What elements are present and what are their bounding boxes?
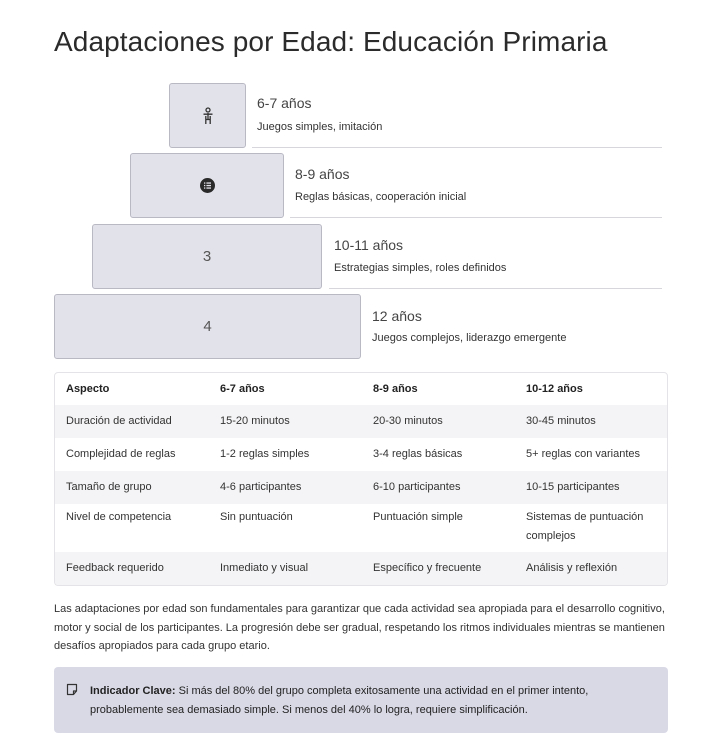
step-box-1 [169, 83, 246, 148]
step-box-2 [130, 153, 284, 218]
callout-label: Indicador Clave: [90, 685, 176, 697]
table-cell: 10-15 participantes [515, 471, 668, 504]
step-box-3 [92, 224, 322, 289]
table-cell: Sin puntuación [220, 511, 293, 523]
table-cell: Inmediato y visual [209, 552, 362, 585]
table-cell: Nivel de competencia [66, 511, 172, 523]
table-cell: 6-10 participantes [362, 471, 515, 504]
step-box-4 [54, 294, 361, 359]
step-desc: Juegos simples, imitación [257, 121, 383, 133]
step-info-3 [329, 224, 662, 289]
table-cell: 30-45 minutos [515, 405, 668, 438]
table-cell: 3-4 reglas básicas [373, 448, 463, 460]
table-row [55, 438, 668, 471]
table-cell: Puntuación simple [373, 511, 463, 523]
table-cell: Específico y frecuente [362, 552, 515, 585]
table-row [55, 471, 668, 504]
table-header-cell: 6-7 años [220, 383, 265, 395]
page-title: Adaptaciones por Edad: Educación Primaria [54, 26, 608, 57]
table-header-cell: Aspecto [66, 383, 110, 395]
table-cell: Sistemas de puntuación complejos [526, 511, 644, 542]
step-info-4 [367, 294, 662, 359]
list-circle-icon [200, 178, 215, 193]
note-icon [66, 683, 78, 696]
table-cell: 4-6 participantes [209, 471, 362, 504]
table-cell: Tamaño de grupo [55, 471, 209, 504]
table-cell: Análisis y reflexión [515, 552, 668, 585]
step-age: 10-11 años [334, 237, 404, 253]
table-cell: Duración de actividad [55, 405, 209, 438]
table-cell: 15-20 minutos [209, 405, 362, 438]
step-info-2 [290, 153, 662, 218]
step-age: 8-9 años [295, 166, 350, 182]
key-indicator-callout [54, 667, 668, 733]
step-desc: Reglas básicas, cooperación inicial [295, 191, 467, 203]
comparison-table [54, 372, 668, 586]
step-info-1 [252, 83, 662, 148]
step-number: 4 [203, 318, 212, 335]
callout-text: Si más del 80% del grupo completa exitosamente una actividad en el primer intento, probablemente sea demasiado simple. Si menos del 40% lo logra, requiere simplificación. [90, 685, 589, 716]
table-cell: Complejidad de reglas [66, 448, 176, 460]
table-row [55, 552, 668, 585]
step-desc: Estrategias simples, roles definidos [334, 262, 507, 274]
table-header-row [55, 373, 668, 405]
child-figure-icon [202, 107, 214, 125]
table-header-cell: 10-12 años [526, 383, 583, 395]
step-age: 12 años [372, 308, 422, 324]
table-cell: Feedback requerido [55, 552, 209, 585]
step-age: 6-7 años [257, 95, 312, 111]
table-cell: 20-30 minutos [362, 405, 515, 438]
table-row [55, 405, 668, 438]
body-paragraph: Las adaptaciones por edad son fundamentales para garantizar que cada actividad sea apropiada para el desarrollo cognitivo, motor y social de los participantes. La progresión debe ser gradual, respetando los ritmos individuales mientras se mantienen desafíos apropiados para cada grupo etario. [54, 603, 665, 652]
step-number: 3 [202, 248, 212, 265]
table-cell: 5+ reglas con variantes [526, 448, 641, 460]
table-row [55, 504, 668, 552]
step-desc: Juegos complejos, liderazgo emergente [372, 332, 567, 344]
table-cell: 1-2 reglas simples [220, 448, 310, 460]
table-header-cell: 8-9 años [373, 383, 418, 395]
